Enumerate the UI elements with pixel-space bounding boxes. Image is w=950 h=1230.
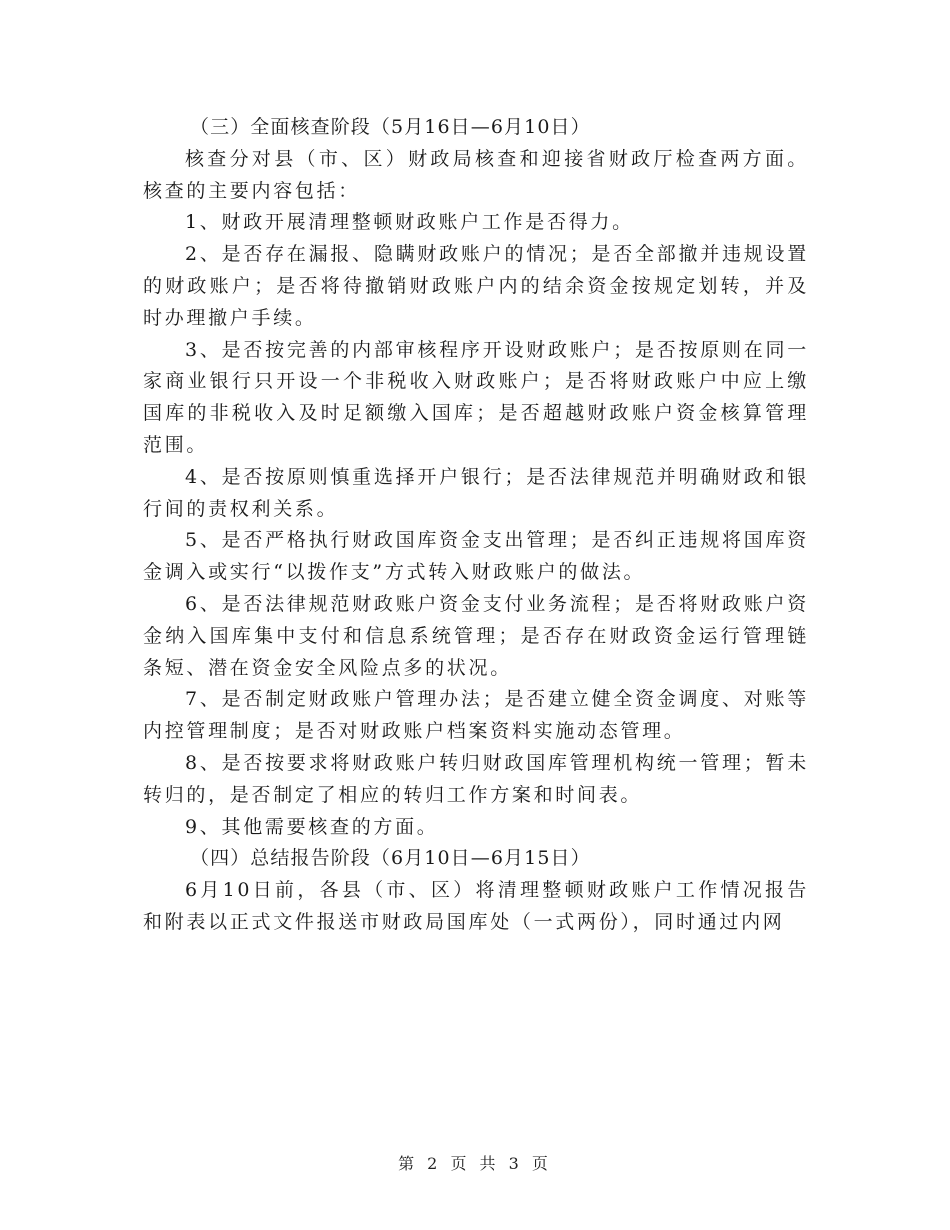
paragraph-intro: 核查分对县（市、区）财政局核查和迎接省财政厅检查两方面。核查的主要内容包括： [143, 147, 809, 202]
paragraph-report: 6月10日前，各县（市、区）将清理整顿财政账户工作情况报告和附表以正式文件报送市财政局国库处（一式两份），同时通过内网 [143, 879, 809, 933]
document-body [143, 112, 809, 939]
list-item-9: 9、其他需要核查的方面。 [185, 815, 439, 838]
page-footer: 第 2 页 共 3 页 [398, 1154, 552, 1173]
list-item-8: 8、是否按要求将财政账户转归财政国库管理机构统一管理；暂未转归的，是否制定了相应的转归工作方案和时间表。 [143, 751, 809, 806]
list-item-4: 4、是否按原则慎重选择开户银行；是否法律规范并明确财政和银行间的责权利关系。 [143, 465, 809, 520]
list-item-6: 6、是否法律规范财政账户资金支付业务流程；是否将财政账户资金纳入国库集中支付和信息系统管理；是否存在财政资金运行管理链条短、潜在资金安全风险点多的状况。 [143, 592, 809, 679]
list-item-5: 5、是否严格执行财政国库资金支出管理；是否纠正违规将国库资金调入或实行“以拨作支”方式转入财政账户的做法。 [143, 529, 809, 584]
section-heading-4: （四）总结报告阶段（6月10日—6月15日） [190, 847, 591, 870]
section-heading-3: （三）全面核查阶段（5月16日—6月10日） [190, 116, 591, 138]
list-item-2: 2、是否存在漏报、隐瞒财政账户的情况；是否全部撤并违规设置的财政账户；是否将待撤销财政账户内的结余资金按规定划转，并及时办理撤户手续。 [143, 243, 809, 329]
list-item-1: 1、财政开展清理整顿财政账户工作是否得力。 [185, 211, 634, 234]
list-item-7: 7、是否制定财政账户管理办法；是否建立健全资金调度、对账等内控管理制度；是否对财政账户档案资料实施动态管理。 [143, 688, 809, 743]
list-item-3: 3、是否按完善的内部审核程序开设财政账户；是否按原则在同一家商业银行只开设一个非税收入财政账户；是否将财政账户中应上缴国库的非税收入及时足额缴入国库；是否超越财政账户资金核算管理范围。 [143, 338, 809, 456]
